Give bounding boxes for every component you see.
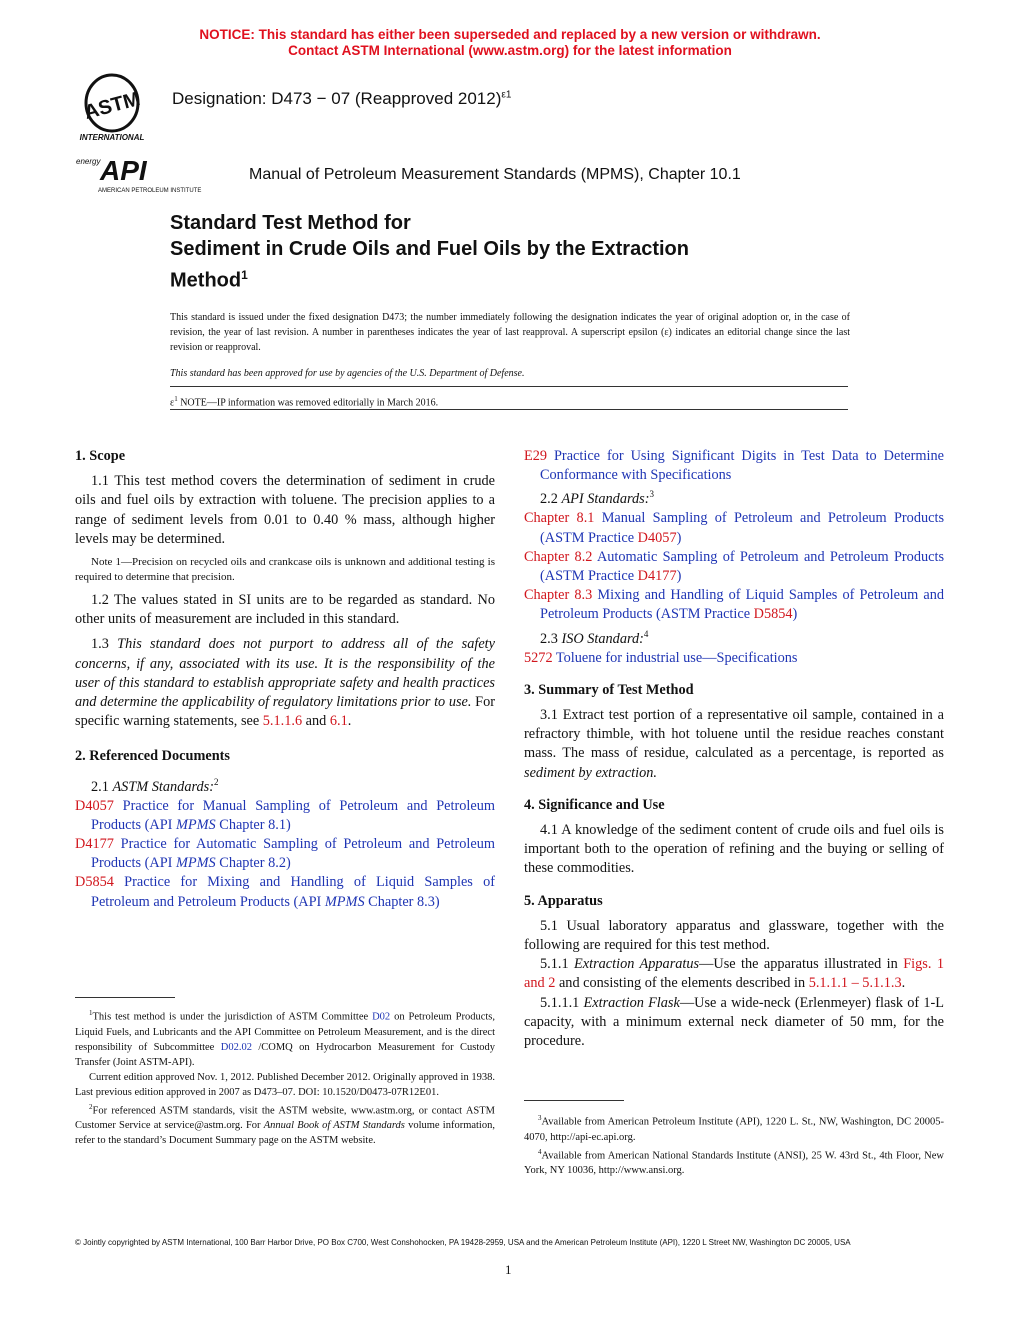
reference-code-link[interactable]: D4057	[75, 797, 114, 814]
right-footnotes	[524, 1111, 944, 1178]
notice-line-2: Contact ASTM International (www.astm.org) for the latest information	[288, 43, 732, 58]
link[interactable]: Figs. 1 and 2	[524, 956, 944, 992]
paragraph: 2.2 API Standards:$^3$	[540, 489, 654, 508]
footnote-rule	[524, 1100, 624, 1101]
reference-item: D4177 Practice for Automatic Sampling of Petroleum and Petroleum Products (API MPMS Chapter 8.2)	[75, 836, 495, 872]
reference-code-link[interactable]: 5272	[524, 649, 553, 666]
section-heading: 4. Significance and Use	[524, 796, 665, 813]
link[interactable]: D02	[372, 1011, 391, 1023]
paragraph: 1.2 The values stated in SI units are to be regarded as standard. No other units of measurement are included in this standard.	[75, 592, 495, 628]
reference-code-link[interactable]: Chapter 8.3	[524, 587, 593, 604]
paragraph: 5.1.1.1 Extraction Flask—Use a wide-neck (Erlenmeyer) flask of 1-L capacity, with a minimum external neck diameter of 50 mm, for the procedure.	[524, 994, 944, 1050]
footnote-rule	[75, 997, 175, 998]
paragraph: 2.3 ISO Standard:$^4$	[540, 628, 649, 647]
copyright-footer: © Jointly copyrighted by ASTM International, 100 Barr Harbor Drive, PO Box C700, West Conshohocken, PA 19428-2959, USA and the American Petroleum Institute (API), 1220 L Street NW, Washington DC 20005, USA	[75, 1238, 851, 1247]
left-footnotes	[75, 1006, 495, 1148]
link[interactable]: D4177	[637, 567, 677, 584]
divider	[170, 409, 848, 410]
reference-item: 5272 Toluene for industrial use—Specifications	[524, 649, 798, 666]
divider	[170, 386, 848, 387]
note: Note 1—Precision on recycled oils and crankcase oils is unknown and additional testing is required to determine that precision.	[75, 556, 495, 584]
link[interactable]: 5.1.1.1 – 5.1.1.3	[808, 975, 902, 992]
title-line-2: Sediment in Crude Oils and Fuel Oils by the Extraction	[170, 238, 689, 260]
link[interactable]: D5854	[753, 606, 793, 623]
api-logo	[72, 150, 242, 195]
paragraph: 1.1 This test method covers the determination of sediment in crude oils and fuel oils by extraction with toluene. The precision applies to a range of sediment levels from 0.01 to 0.40 % mass, although higher levels may be determined.	[75, 473, 495, 547]
page-number: 1	[505, 1262, 512, 1277]
notice-line-1: NOTICE: This standard has either been superseded and replaced by a new version or withdrawn.	[199, 27, 821, 42]
title-line-3: Method$^1$	[170, 268, 248, 292]
svg-text:INTERNATIONAL: INTERNATIONAL	[79, 133, 145, 142]
paragraph: 4.1 A knowledge of the sediment content of crude oils and fuel oils is important both to the operation of refining and the buying or selling of these commodities.	[524, 821, 944, 877]
intro-dod: This standard has been approved for use by agencies of the U.S. Department of Defense.	[170, 368, 525, 379]
reference-item: D4057 Practice for Manual Sampling of Petroleum and Petroleum Products (API MPMS Chapter 8.1)	[75, 797, 495, 833]
reference-item: Chapter 8.2 Automatic Sampling of Petroleum and Petroleum Products (ASTM Practice D4177)	[524, 548, 945, 584]
link[interactable]: D4057	[637, 529, 677, 546]
section-heading: 3. Summary of Test Method	[524, 681, 694, 698]
reference-item: E29 Practice for Using Significant Digits in Test Data to Determine Conformance with Specifications	[524, 448, 944, 484]
intro-issued: This standard is issued under the fixed designation D473; the number immediately following the designation indicates the year of original adoption or, in the case of revision, the year of last revision. A number in parentheses indicates the year of last reapproval. A superscript epsilon (ε) indicates an editorial change since the last revision or reapproval.	[170, 312, 850, 353]
reference-item: D5854 Practice for Mixing and Handling of Liquid Samples of Petroleum and Petroleum Products (API MPMS Chapter 8.3)	[75, 874, 495, 910]
paragraph: 5.1 Usual laboratory apparatus and glassware, together with the following are required for this test method.	[524, 917, 944, 953]
link[interactable]: D02.02	[220, 1041, 252, 1053]
paragraph: 1.3 This standard does not purport to address all of the safety concerns, if any, associated with its use. It is the responsibility of the user of this standard to establish appropriate safety and health practices and determine the applicability of regulatory limitations prior to use. For specific warning statements, see 5.1.1.6 and 6.1.	[75, 636, 495, 730]
reference-code-link[interactable]: E29	[524, 448, 548, 464]
left-column	[75, 447, 495, 912]
footnote-1: $^1$This test method is under the jurisdiction of ASTM Committee D02 on Petroleum Products, Liquid Fuels, and Lubricants and the API Committee on Petroleum Measurement, and is the direct responsibility of Subcommittee D02.02 /COMQ on Hydrocarbon Measurement for Custody Transfer (Joint ASTM-API).	[75, 1009, 495, 1068]
svg-text:AMERICAN PETROLEUM INSTITUTE: AMERICAN PETROLEUM INSTITUTE	[98, 188, 202, 194]
link[interactable]: 6.1	[329, 713, 348, 730]
reference-code-link[interactable]: Chapter 8.1	[524, 510, 595, 527]
footnote-3: $^3$Available from American Petroleum Institute (API), 1220 L. St., NW, Washington, DC 20005-4070, http://api-ec.api.org.	[524, 1114, 944, 1143]
footnote-1-edition: Current edition approved Nov. 1, 2012. Published December 2012. Originally approved in 1938. Last previous edition approved in 2007 as D473–07. DOI: 10.1520/D0473-07R12E01.	[75, 1071, 495, 1098]
paragraph: 5.1.1 Extraction Apparatus—Use the apparatus illustrated in Figs. 1 and 2 and consisting of the elements described in 5.1.1.1 – 5.1.1.3.	[524, 956, 944, 992]
reference-code-link[interactable]: Chapter 8.2	[524, 548, 593, 565]
section-heading: 1. Scope	[75, 448, 126, 464]
section-heading: 5. Apparatus	[524, 892, 603, 909]
link[interactable]: 5.1.1.6	[262, 713, 303, 730]
reference-item: Chapter 8.1 Manual Sampling of Petroleum and Petroleum Products (ASTM Practice D4057)	[524, 510, 945, 546]
reference-item: Chapter 8.3 Mixing and Handling of Liquid Samples of Petroleum and Petroleum Products (ASTM Practice D5854)	[524, 587, 945, 623]
right-column	[524, 447, 944, 1051]
footnote-4: $^4$Available from American National Standards Institute (ANSI), 25 W. 43rd St., 4th Floor, New York, NY 10036, http://www.ansi.org.	[524, 1147, 944, 1176]
designation: Designation: D473 − 07 (Reapproved 2012)$^{\varepsilon 1}$	[172, 89, 512, 108]
paragraph: 3.1 Extract test portion of a representative oil sample, contained in a refractory thimble, with hot toluene until the residue reaches constant mass. The mass of residue, calculated as a percentage, is reported as sediment by extraction.	[524, 706, 944, 781]
title-line-1: Standard Test Method for	[170, 212, 411, 234]
paragraph: 2.1 ASTM Standards:$^2$	[91, 776, 219, 795]
svg-text:ASTM: ASTM	[82, 88, 143, 124]
reference-code-link[interactable]: D5854	[75, 874, 114, 891]
footnote-2: $^2$For referenced ASTM standards, visit the ASTM website, www.astm.org, or contact ASTM Customer Service at service@astm.org. For Annual Book of ASTM Standards volume information, refer to the standard’s Document Summary page on the ASTM website.	[75, 1102, 495, 1146]
mpms-heading: Manual of Petroleum Measurement Standards (MPMS), Chapter 10.1	[249, 166, 741, 183]
reference-code-link[interactable]: D4177	[75, 836, 114, 853]
intro-note: $\varepsilon^1$ NOTE—IP information was removed editorially in March 2016.	[170, 395, 439, 409]
astm-logo	[72, 70, 162, 145]
svg-text:API: API	[100, 155, 147, 186]
section-heading: 2. Referenced Documents	[75, 748, 230, 765]
svg-text:energy: energy	[76, 157, 101, 166]
